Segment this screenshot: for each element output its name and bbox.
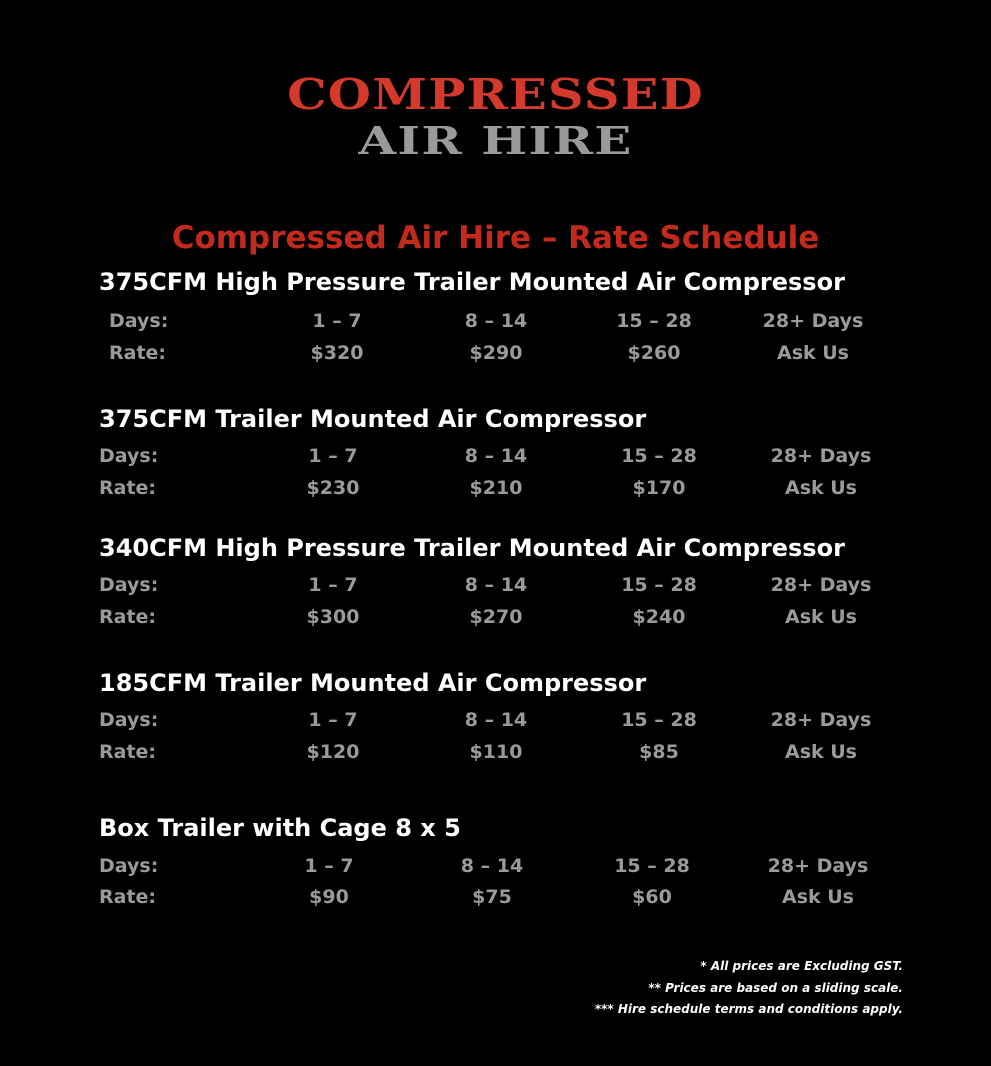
rate-label: Rate: <box>99 606 157 628</box>
days-label: Days: <box>109 310 169 332</box>
rate-label: Rate: <box>99 477 157 499</box>
days-8-14: 8 – 14 <box>460 855 524 877</box>
rate-8-14: $110 <box>469 741 523 763</box>
logo-air-hire: AIR HIRE <box>358 118 633 163</box>
days-8-14: 8 – 14 <box>464 709 528 731</box>
days-15-28: 15 – 28 <box>616 310 692 332</box>
rate-15-28: $85 <box>639 741 679 763</box>
footnotes <box>595 956 903 1021</box>
logo-compressed: COMPRESSED <box>287 70 704 119</box>
days-label: Days: <box>99 855 159 877</box>
product-title: 375CFM High Pressure Trailer Mounted Air Compressor <box>99 268 845 296</box>
rate-1-7: $320 <box>310 342 364 364</box>
days-label: Days: <box>99 709 159 731</box>
rate-label: Rate: <box>99 741 157 763</box>
note-terms: *** Hire schedule terms and conditions apply. <box>594 1002 903 1016</box>
days-28-plus: 28+ Days <box>767 855 869 877</box>
days-28-plus: 28+ Days <box>770 445 872 467</box>
rate-8-14: $210 <box>469 477 523 499</box>
days-8-14: 8 – 14 <box>464 574 528 596</box>
rate-label: Rate: <box>109 342 167 364</box>
days-1-7: 1 – 7 <box>308 709 358 731</box>
days-8-14: 8 – 14 <box>464 445 528 467</box>
rate-1-7: $300 <box>306 606 360 628</box>
rate-1-7: $120 <box>306 741 360 763</box>
days-label: Days: <box>99 445 159 467</box>
rate-label: Rate: <box>99 886 157 908</box>
product-title: 185CFM Trailer Mounted Air Compressor <box>99 669 647 697</box>
rate-28-plus: Ask Us <box>784 477 858 499</box>
page-title: Compressed Air Hire – Rate Schedule <box>171 220 820 256</box>
days-28-plus: 28+ Days <box>770 709 872 731</box>
days-15-28: 15 – 28 <box>621 709 697 731</box>
days-15-28: 15 – 28 <box>621 574 697 596</box>
days-15-28: 15 – 28 <box>621 445 697 467</box>
product-title: 340CFM High Pressure Trailer Mounted Air Compressor <box>99 534 845 562</box>
days-1-7: 1 – 7 <box>304 855 354 877</box>
rate-8-14: $75 <box>472 886 512 908</box>
rate-28-plus: Ask Us <box>784 606 858 628</box>
days-1-7: 1 – 7 <box>308 445 358 467</box>
note-gst: * All prices are Excluding GST. <box>700 959 903 973</box>
rate-15-28: $260 <box>627 342 681 364</box>
days-1-7: 1 – 7 <box>312 310 362 332</box>
rate-1-7: $230 <box>306 477 360 499</box>
note-sliding-scale: ** Prices are based on a sliding scale. <box>648 980 903 995</box>
rate-28-plus: Ask Us <box>776 342 850 364</box>
rate-8-14: $270 <box>469 606 523 628</box>
rate-1-7: $90 <box>309 886 349 908</box>
days-label: Days: <box>99 574 159 596</box>
rate-15-28: $240 <box>632 606 686 628</box>
days-8-14: 8 – 14 <box>464 310 528 332</box>
rate-8-14: $290 <box>469 342 523 364</box>
days-15-28: 15 – 28 <box>614 855 690 877</box>
product-title: 375CFM Trailer Mounted Air Compressor <box>99 405 647 433</box>
rate-15-28: $60 <box>632 886 672 908</box>
rate-28-plus: Ask Us <box>784 741 858 763</box>
product-title: Box Trailer with Cage 8 x 5 <box>99 814 461 842</box>
rate-28-plus: Ask Us <box>781 886 855 908</box>
days-28-plus: 28+ Days <box>770 574 872 596</box>
days-28-plus: 28+ Days <box>762 310 864 332</box>
days-1-7: 1 – 7 <box>308 574 358 596</box>
rate-15-28: $170 <box>632 477 686 499</box>
